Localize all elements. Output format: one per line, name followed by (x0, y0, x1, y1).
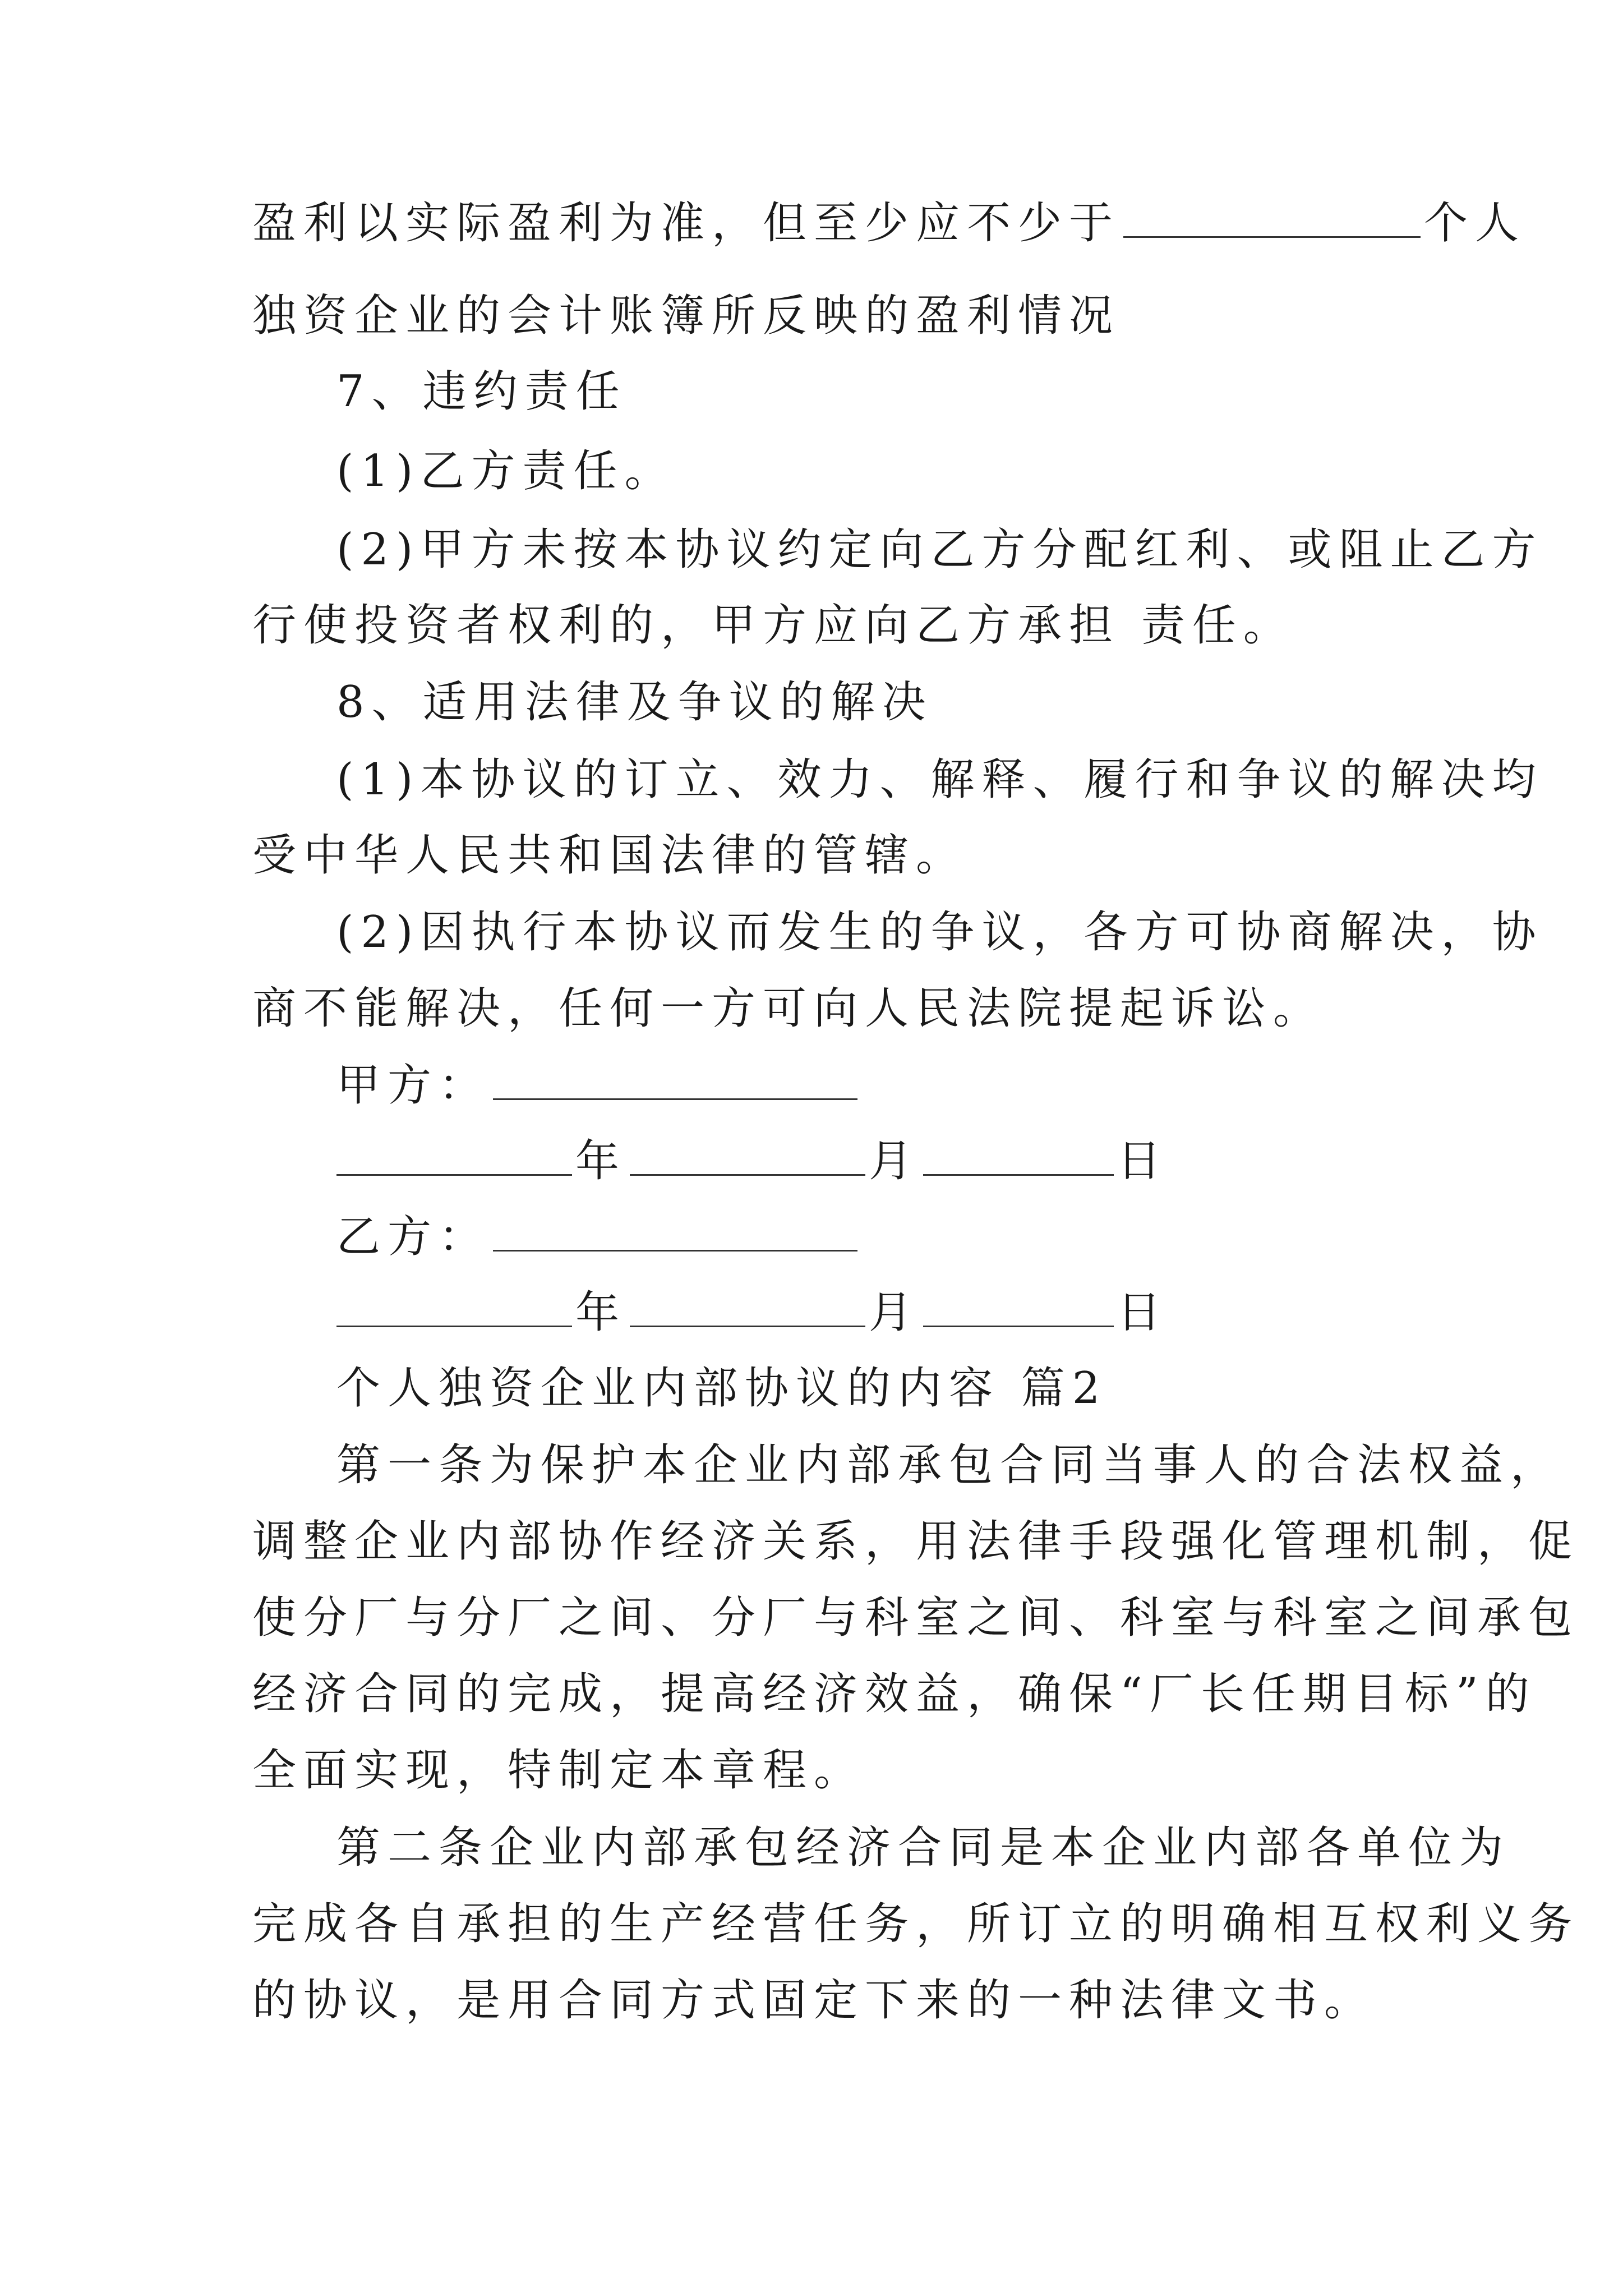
party-b-blank[interactable] (493, 1211, 857, 1251)
article-line: 第一条为保护本企业内部承包合同当事人的合法权益， (336, 1440, 1562, 1490)
year-label: 年 (575, 1136, 627, 1186)
section-heading: 个人独资企业内部协议的内容 篇2 (336, 1363, 1108, 1414)
article-line: 调整企业内部协作经济关系，用法律手段强化管理机制，促 (252, 1516, 1580, 1567)
day-blank[interactable] (923, 1286, 1114, 1327)
article-line: 使分厂与分厂之间、分厂与科室之间、科室与科室之间承包 (252, 1593, 1580, 1643)
text-line: 受中华人民共和国法律的管辖。 (252, 830, 967, 881)
text-segment: 个人 (1424, 198, 1527, 249)
day-label: 日 (1117, 1287, 1169, 1338)
text-line: 行使投资者权利的，甲方应向乙方承担 责任。 (252, 600, 1294, 651)
article-line: 第二条企业内部承包经济合同是本企业内部各单位为 (336, 1823, 1511, 1873)
text-line: 独资企业的会计账簿所反映的盈利情况 (252, 291, 1121, 341)
party-a-blank[interactable] (493, 1059, 857, 1100)
text-line (252, 195, 1527, 251)
party-b-date-row (336, 1285, 1168, 1341)
party-a-label: 甲方： (336, 1060, 490, 1111)
year-blank[interactable] (336, 1286, 572, 1327)
party-b-label: 乙方： (336, 1212, 490, 1262)
article-line: 经济合同的完成，提高经济效益，确保“厂长任期目标”的 (252, 1669, 1537, 1719)
article-line: 的协议，是用合同方式固定下来的一种法律文书。 (252, 1975, 1376, 2026)
party-b-row (336, 1209, 861, 1265)
text-line: (2)因执行本协议而发生的争议，各方可协商解决，协 (336, 907, 1543, 958)
year-label: 年 (575, 1287, 627, 1338)
clause-heading: 8、适用法律及争议的解决 (336, 677, 933, 728)
clause-heading: 7、违约责任 (336, 366, 627, 417)
text-line: (1)乙方责任。 (336, 446, 676, 496)
article-line: 全面实现，特制定本章程。 (252, 1745, 865, 1796)
month-blank[interactable] (630, 1135, 865, 1176)
month-label: 月 (869, 1136, 920, 1186)
month-blank[interactable] (630, 1286, 865, 1327)
day-label: 日 (1117, 1136, 1169, 1186)
article-line: 完成各自承担的生产经营任务，所订立的明确相互权利义务 (252, 1899, 1580, 1949)
day-blank[interactable] (923, 1135, 1114, 1176)
text-line: (1)本协议的订立、效力、解释、履行和争议的解决均 (336, 754, 1543, 805)
party-a-date-row (336, 1133, 1168, 1189)
text-line: 商不能解决，任何一方可向人民法院提起诉讼。 (252, 983, 1325, 1034)
text-line: (2)甲方未按本协议约定向乙方分配红利、或阻止乙方 (336, 524, 1543, 575)
fill-blank[interactable] (1123, 197, 1421, 238)
year-blank[interactable] (336, 1135, 572, 1176)
text-segment: 盈利以实际盈利为准，但至少应不少于 (252, 198, 1121, 249)
party-a-row (336, 1057, 861, 1114)
month-label: 月 (869, 1287, 920, 1338)
